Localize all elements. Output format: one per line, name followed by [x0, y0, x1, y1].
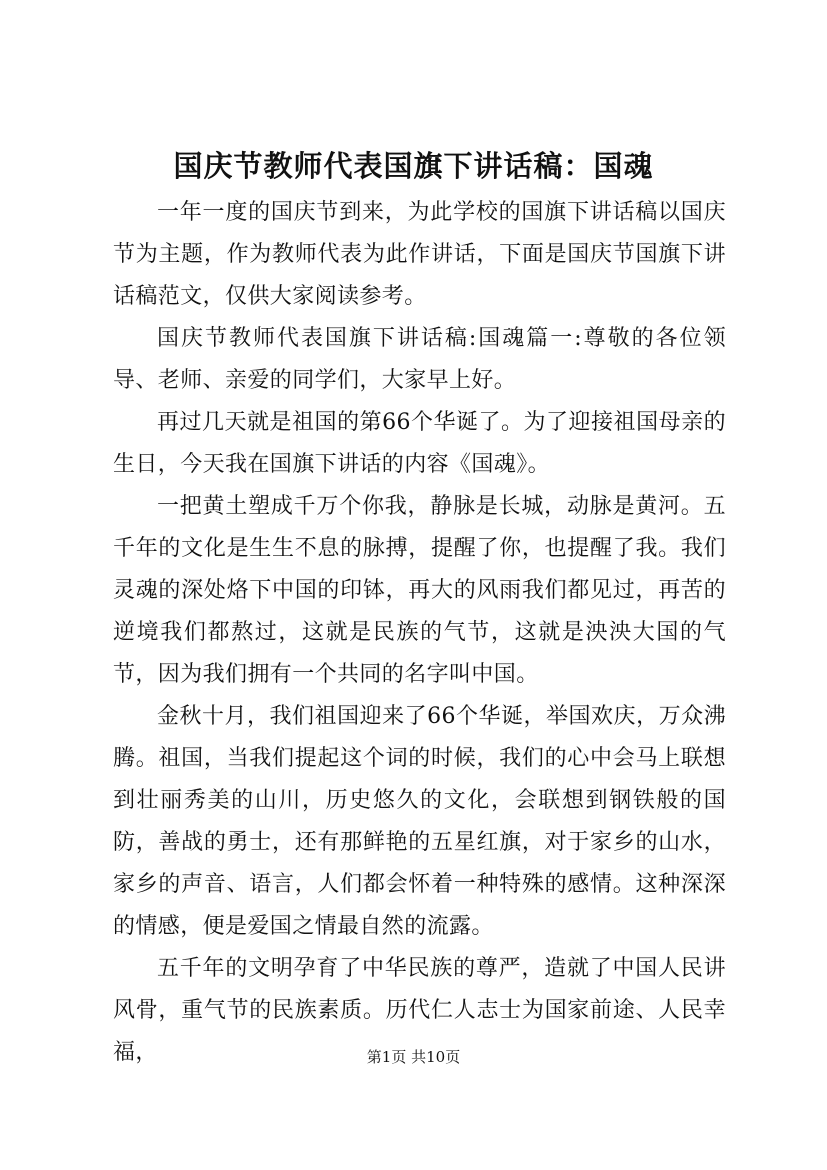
paragraph: 国庆节教师代表国旗下讲话稿:国魂篇一:尊敬的各位领导、老师、亲爱的同学们，大家早上好。 [113, 326, 726, 393]
page-title: 国庆节教师代表国旗下讲话稿：国魂 [173, 149, 654, 183]
document-body [113, 192, 726, 1074]
paragraph: 一年一度的国庆节到来，为此学校的国旗下讲话稿以国庆节为主题，作为教师代表为此作讲话，下面是国庆节国旗下讲话稿范文，仅供大家阅读参考。 [113, 200, 726, 309]
page-number-footer: 第1页 共10页 [366, 1048, 461, 1066]
paragraph: 五千年的文明孕育了中华民族的尊严，造就了中国人民讲风骨，重气节的民族素质。历代仁人志士为国家前途、人民幸福， [113, 956, 726, 1065]
paragraph: 金秋十月，我们祖国迎来了66个华诞，举国欢庆，万众沸腾。祖国，当我们提起这个词的时候，我们的心中会马上联想到壮丽秀美的山川，历史悠久的文化，会联想到钢铁般的国防，善战的勇士，还有那鲜艳的五星红旗，对于家乡的山水，家乡的声音、语言，人们都会怀着一种特殊的感情。这种深深的情感，便是爱国之情最自然的流露。 [113, 704, 726, 939]
paragraph: 一把黄土塑成千万个你我，静脉是长城，动脉是黄河。五千年的文化是生生不息的脉搏，提醒了你，也提醒了我。我们灵魂的深处烙下中国的印钵，再大的风雨我们都见过，再苦的逆境我们都熬过，这就是民族的气节，这就是泱泱大国的气节，因为我们拥有一个共同的名字叫中国。 [113, 494, 726, 687]
paragraph: 再过几天就是祖国的第66个华诞了。为了迎接祖国母亲的生日，今天我在国旗下讲话的内容《国魂》。 [113, 410, 726, 477]
